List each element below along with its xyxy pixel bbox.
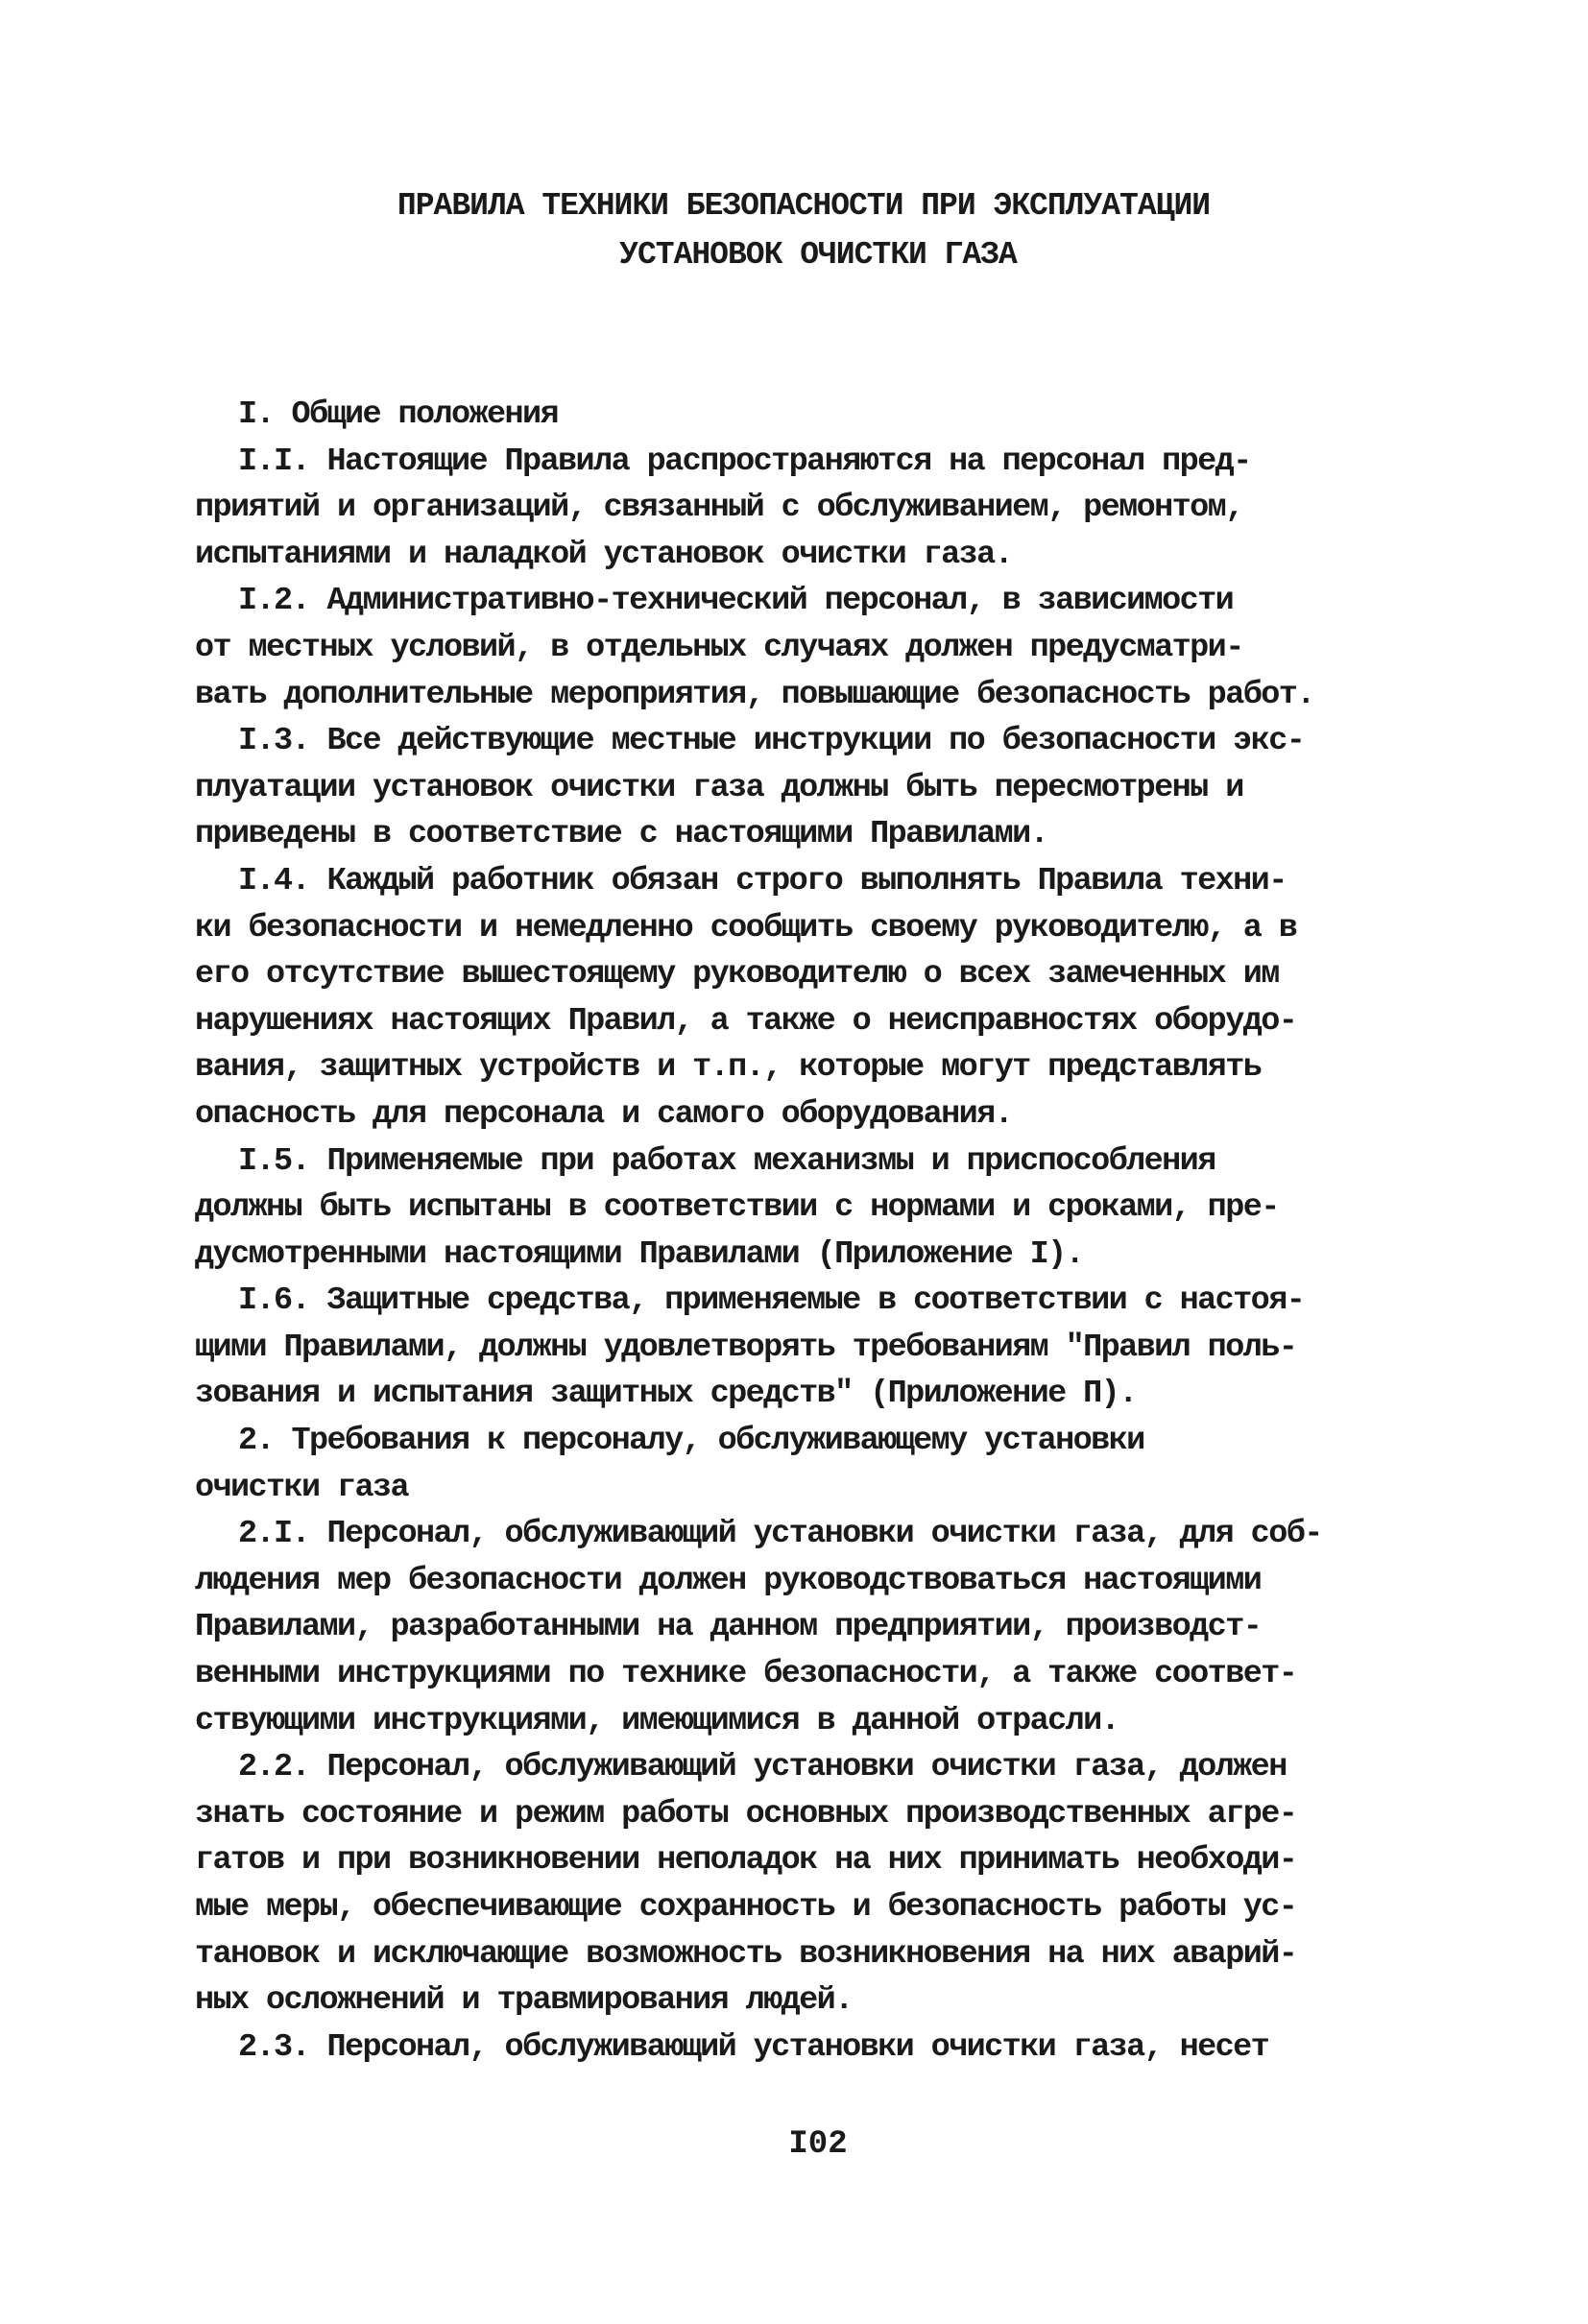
- section-heading: I. Общие положения: [238, 396, 559, 433]
- section-heading: очистки газа: [195, 1469, 409, 1506]
- paragraph-line: вания, защитных устройств и т.п., которые могут представлять: [195, 1049, 1262, 1087]
- paragraph-line: 2.2. Персонал, обслуживающий установки очистки газа, должен: [238, 1749, 1287, 1786]
- paragraph-line: ствующими инструкциями, имеющимися в данной отрасли.: [195, 1702, 1119, 1739]
- section-heading: 2. Требования к персоналу, обслуживающему установки: [238, 1423, 1144, 1460]
- paragraph-line: людения мер безопасности должен руководствоваться настоящими: [195, 1562, 1262, 1599]
- paragraph-line: знать состояние и режим работы основных производственных агре-: [195, 1795, 1297, 1833]
- paragraph-line: I.5. Применяемые при работах механизмы и приспособления: [238, 1142, 1215, 1180]
- paragraph-line: тановок и исключающие возможность возникновения на них аварий-: [195, 1935, 1297, 1973]
- paragraph-line: Правилами, разработанными на данном предприятии, производст-: [195, 1609, 1262, 1646]
- paragraph-line: I.3. Все действующие местные инструкции по безопасности экс-: [238, 723, 1305, 760]
- paragraph-line: дусмотренными настоящими Правилами (Приложение I).: [195, 1235, 1084, 1273]
- paragraph-line: 2.3. Персонал, обслуживающий установки очистки газа, несет: [238, 2028, 1269, 2066]
- paragraph-line: мые меры, обеспечивающие сохранность и безопасность работы ус-: [195, 1889, 1297, 1926]
- paragraph-line: ки безопасности и немедленно сообщить своему руководителю, а в: [195, 909, 1297, 946]
- paragraph-line: приятий и организаций, связанный с обслуживанием, ремонтом,: [195, 490, 1243, 527]
- paragraph-line: зования и испытания защитных средств" (Приложение П).: [195, 1376, 1137, 1413]
- document-body: [195, 392, 1443, 2071]
- paragraph-line: венными инструкциями по технике безопасности, а также соответ-: [195, 1656, 1297, 1693]
- paragraph-line: должны быть испытаны в соответствии с нормами и сроками, пре-: [195, 1189, 1279, 1227]
- paragraph-line: от местных условий, в отдельных случаях должен предусматри-: [195, 629, 1243, 666]
- paragraph-line: вать дополнительные мероприятия, повышающие безопасность работ.: [195, 676, 1314, 713]
- paragraph-line: I.4. Каждый работник обязан строго выполнять Правила техни-: [238, 862, 1287, 899]
- page-number: I02: [788, 2126, 848, 2163]
- document-title-line-2: УСТАНОВОК ОЧИСТКИ ГАЗА: [619, 237, 1017, 273]
- paragraph-line: нарушениях настоящих Правил, а также о неисправностях оборудо-: [195, 1002, 1297, 1040]
- paragraph-line: гатов и при возникновении неполадок на них принимать необходи-: [195, 1842, 1297, 1880]
- paragraph-line: I.6. Защитные средства, применяемые в соответствии с настоя-: [238, 1282, 1305, 1320]
- paragraph-line: ных осложнений и травмирования людей.: [195, 1982, 853, 2020]
- paragraph-line: опасность для персонала и самого оборудования.: [195, 1095, 1013, 1133]
- paragraph-line: 2.I. Персонал, обслуживающий установки очистки газа, для соб-: [238, 1516, 1322, 1553]
- paragraph-line: I.2. Административно-технический персонал, в зависимости: [238, 583, 1234, 620]
- paragraph-line: щими Правилами, должны удовлетворять требованиям "Правил поль-: [195, 1329, 1297, 1366]
- paragraph-line: испытаниями и наладкой установок очистки газа.: [195, 536, 1013, 573]
- paragraph-line: приведены в соответствие с настоящими Правилами.: [195, 816, 1048, 853]
- document-title-line-1: ПРАВИЛА ТЕХНИКИ БЕЗОПАСНОСТИ ПРИ ЭКСПЛУАТАЦИИ: [397, 188, 1211, 224]
- paragraph-line: I.I. Настоящие Правила распространяются на персонал пред-: [238, 443, 1251, 480]
- paragraph-line: его отсутствие вышестоящему руководителю о всех замеченных им: [195, 956, 1279, 994]
- paragraph-line: плуатации установок очистки газа должны быть пересмотрены и: [195, 769, 1243, 806]
